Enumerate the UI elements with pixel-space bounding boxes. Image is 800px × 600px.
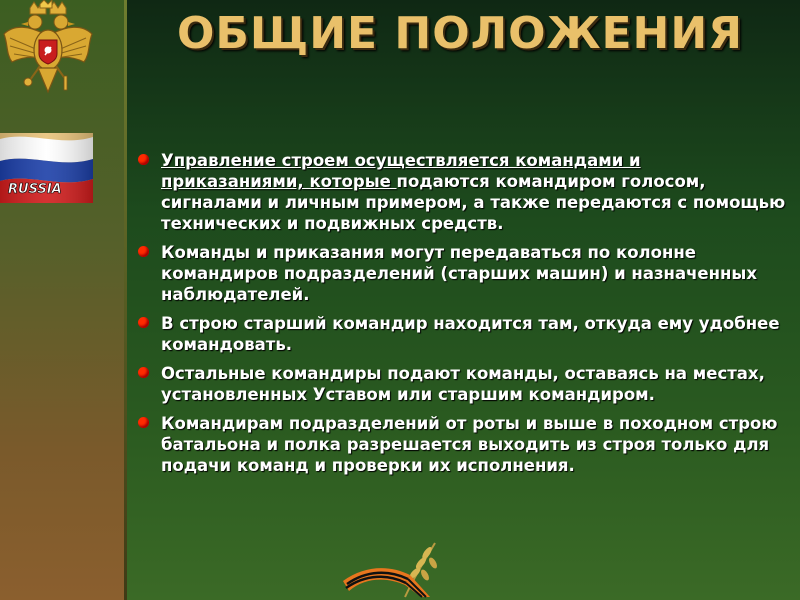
st-george-ribbon-icon <box>335 535 445 600</box>
bullet-text: Команды и приказания могут передаваться по колонне командиров подразделений (старших машин) и назначенных наблюдателей. <box>161 243 757 304</box>
list-item <box>138 413 788 476</box>
flag-label: RUSSIA <box>8 182 62 197</box>
bullet-text: подаются командиром голосом, сигналами и личным примером, а также передаются с помощью технических и подвижных средств. <box>161 172 786 233</box>
list-item <box>138 242 788 305</box>
bullet-list <box>138 150 788 484</box>
list-item <box>138 150 788 234</box>
page-title: ОБЩИЕ ПОЛОЖЕНИЯ <box>176 8 744 59</box>
list-item <box>138 363 788 405</box>
bullet-icon <box>138 417 149 428</box>
bullet-icon <box>138 154 149 165</box>
list-item <box>138 313 788 355</box>
bullet-icon <box>138 367 149 378</box>
bullet-icon <box>138 317 149 328</box>
bullet-text: Остальные командиры подают команды, оставаясь на местах, установленных Уставом или старшим командиром. <box>161 364 765 404</box>
double-headed-eagle-icon <box>0 0 96 100</box>
bullet-text: Командирам подразделений от роты и выше в походном строю батальона и полка разрешается выходить из строя только для подачи команд и проверки их исполнения. <box>161 414 778 475</box>
bullet-icon <box>138 246 149 257</box>
bullet-text-underlined: Управление строем осуществляется командами и приказаниями, которые <box>161 151 641 191</box>
russian-flag-icon <box>0 133 93 203</box>
bullet-text: В строю старший командир находится там, откуда ему удобнее командовать. <box>161 314 780 354</box>
strip-edge-divider <box>124 0 127 600</box>
